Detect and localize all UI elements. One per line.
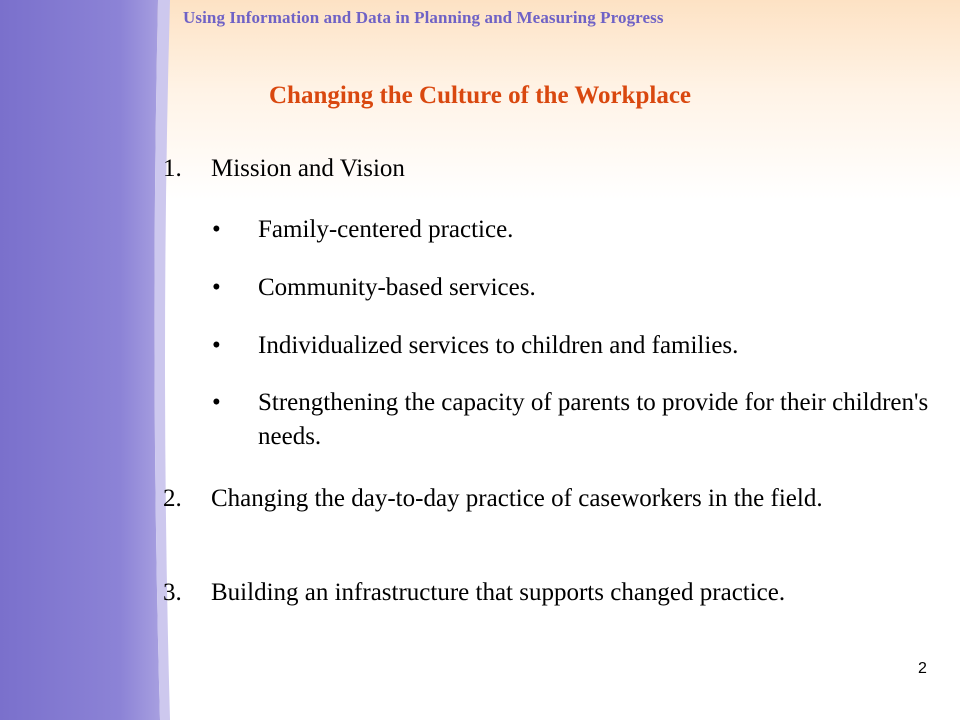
bullet-dot: • <box>212 274 221 301</box>
item-text: Mission and Vision <box>211 155 405 182</box>
bullet-dot: • <box>212 389 221 416</box>
item-number: 1. <box>163 155 182 182</box>
slide-title: Changing the Culture of the Workplace <box>268 82 692 109</box>
bullet-text: Family-centered practice. <box>258 216 514 243</box>
presentation-header-title: Using Information and Data in Planning and Measuring Progress <box>183 8 664 27</box>
page-number: 2 <box>918 660 927 677</box>
bullet-text: Strengthening the capacity of parents to provide for their children's needs. <box>258 389 929 450</box>
bullet-dot: • <box>212 216 221 243</box>
item-number: 2. <box>163 485 182 512</box>
item-text: Building an infrastructure that supports changed practice. <box>211 579 786 606</box>
bullet-dot: • <box>212 332 221 359</box>
bullet-text: Community-based services. <box>258 274 536 301</box>
item-number: 3. <box>163 579 182 606</box>
bullet-text: Individualized services to children and families. <box>258 332 739 359</box>
item-text: Changing the day-to-day practice of caseworkers in the field. <box>211 485 823 512</box>
